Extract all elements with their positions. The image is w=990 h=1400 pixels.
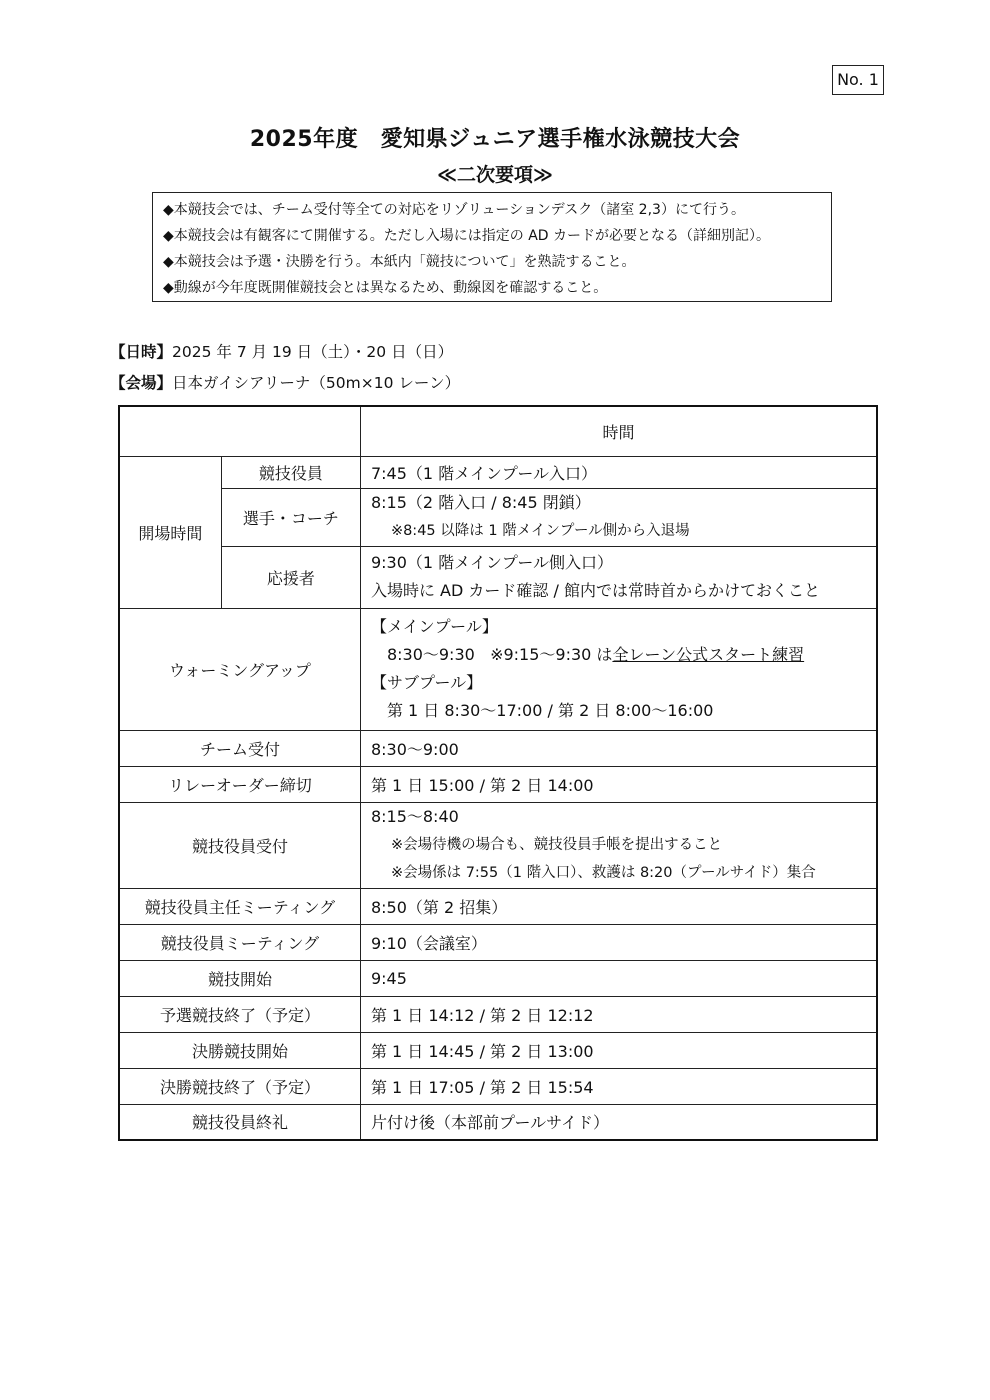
notice-box: [152, 192, 832, 302]
row-value: 9:30（1 階メインプール側入口）: [370, 553, 614, 572]
venue-line: [110, 371, 460, 393]
table-row: [119, 608, 877, 730]
row-label: 競技開始: [119, 960, 360, 996]
document-subtitle: ≪二次要項≫: [437, 164, 553, 186]
row-value: 8:30〜9:00: [360, 730, 877, 766]
row-label: 競技役員終礼: [119, 1104, 360, 1140]
row-label: 競技役員受付: [119, 802, 360, 888]
row-value-cell: [360, 546, 877, 608]
header-blank-cell: [119, 406, 360, 456]
schedule-table: [118, 405, 878, 1141]
row-value: 片付け後（本部前プールサイド）: [360, 1104, 877, 1140]
venue-value: 日本ガイシアリーナ（50m×10 レーン）: [172, 374, 461, 392]
row-value: 9:10（会議室）: [360, 924, 877, 960]
notice-line: ◆本競技会は有観客にて開催する。ただし入場には指定の AD カードが必要となる（詳細別記）。: [163, 228, 771, 244]
table-row: [119, 1068, 877, 1104]
row-note: ※8:45 以降は 1 階メインプール側から入退場: [390, 523, 690, 539]
table-header-row: [119, 406, 877, 456]
row-note: ※会場係は 7:55（1 階入口）、救護は 8:20（プールサイド）集合: [390, 865, 816, 881]
row-value: 第 1 日 17:05 / 第 2 日 15:54: [360, 1068, 877, 1104]
table-row: [119, 888, 877, 924]
table-row: [119, 1032, 877, 1068]
table-row: [119, 996, 877, 1032]
table-row: [119, 960, 877, 996]
row-label: リレーオーダー締切: [119, 766, 360, 802]
header-time-cell: 時間: [360, 406, 877, 456]
row-value-cell: [360, 802, 877, 888]
table-row: [119, 456, 877, 488]
main-pool-heading: 【メインプール】: [370, 617, 498, 636]
row-label: 決勝競技終了（予定）: [119, 1068, 360, 1104]
row-value: 第 1 日 14:12 / 第 2 日 12:12: [360, 996, 877, 1032]
main-pool-time: 8:30〜9:30: [386, 645, 475, 664]
row-value-cell: [360, 488, 877, 546]
row-value: 8:15〜8:40: [370, 807, 459, 826]
opening-group-cell: 開場時間: [119, 456, 221, 608]
row-value: 8:15（2 階入口 / 8:45 閉鎖）: [370, 493, 591, 512]
row-value: 第 1 日 14:45 / 第 2 日 13:00: [360, 1032, 877, 1068]
table-row: [119, 802, 877, 888]
row-label: ウォーミングアップ: [119, 608, 360, 730]
row-value: 8:50（第 2 招集）: [360, 888, 877, 924]
row-value: 9:45: [360, 960, 877, 996]
table-row: [119, 924, 877, 960]
table-row: [119, 730, 877, 766]
main-pool-line: [371, 641, 876, 669]
row-value: 7:45（1 階メインプール入口）: [360, 456, 877, 488]
table-row: [119, 766, 877, 802]
notice-line: ◆本競技会は予選・決勝を行う。本紙内「競技について」を熟読すること。: [163, 254, 636, 270]
row-label: 競技役員ミーティング: [119, 924, 360, 960]
sub-pool-heading: 【サブプール】: [370, 673, 483, 692]
row-note: ※会場待機の場合も、競技役員手帳を提出すること: [390, 837, 723, 853]
table-row: [119, 488, 877, 546]
page-number: No. 1: [832, 65, 884, 95]
row-label: 決勝競技開始: [119, 1032, 360, 1068]
date-label: 【日時】: [110, 343, 173, 361]
row-value: 第 1 日 15:00 / 第 2 日 14:00: [360, 766, 877, 802]
row-label: 選手・コーチ: [221, 488, 360, 546]
venue-label: 【会場】: [110, 374, 173, 392]
document-title: 2025年度 愛知県ジュニア選手権水泳競技大会: [249, 127, 741, 152]
sub-pool-time: 第 1 日 8:30〜17:00 / 第 2 日 8:00〜16:00: [386, 701, 714, 720]
main-pool-note-underlined: 全レーン公式スタート練習: [612, 645, 805, 664]
row-label: 予選競技終了（予定）: [119, 996, 360, 1032]
notice-line: ◆本競技会では、チーム受付等全ての対応をリゾリューションデスク（諸室 2,3）にて行う。: [163, 202, 745, 218]
row-label: 競技役員主任ミーティング: [119, 888, 360, 924]
row-label: 競技役員: [221, 456, 360, 488]
date-value: 2025 年 7 月 19 日（土）・20 日（日）: [172, 343, 454, 361]
table-row: [119, 1104, 877, 1140]
warmup-value-cell: [360, 608, 877, 730]
table-row: [119, 546, 877, 608]
notice-line: ◆動線が今年度既開催競技会とは異なるため、動線図を確認すること。: [163, 280, 608, 296]
row-label: 応援者: [221, 546, 360, 608]
row-label: チーム受付: [119, 730, 360, 766]
row-note: 入場時に AD カード確認 / 館内では常時首からかけておくこと: [370, 581, 820, 600]
main-pool-note: ※9:15〜9:30 は: [490, 645, 613, 664]
date-line: [110, 340, 453, 362]
